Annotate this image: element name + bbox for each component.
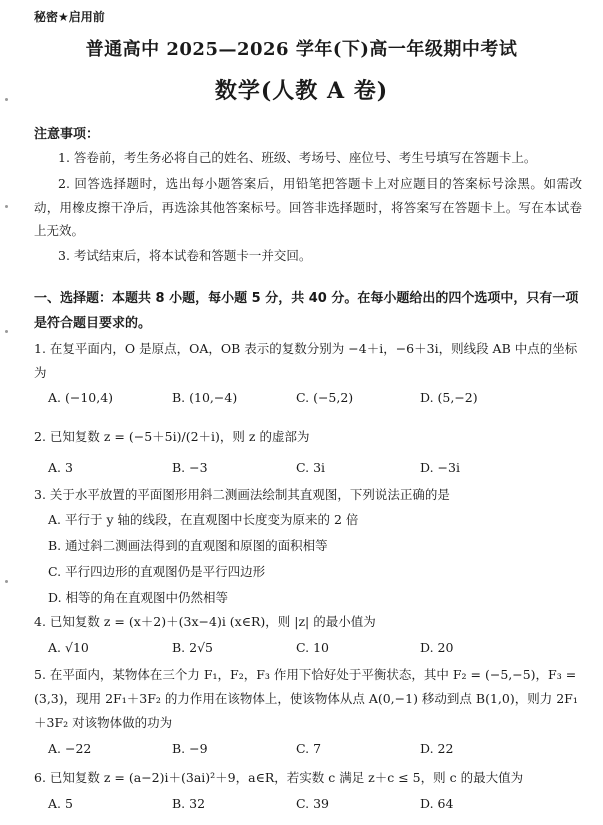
question-4	[34, 610, 586, 634]
question-5	[34, 663, 586, 735]
option-b: B. 通过斜二测画法得到的直观图和原图的面积相等	[48, 538, 328, 553]
option-c: C. 3i	[296, 460, 326, 475]
option-d: D. 22	[420, 741, 454, 756]
option-d: D. −3i	[420, 460, 460, 475]
option-b: B. −3	[172, 460, 208, 475]
exam-title: 普通高中 2025—2026 学年(下)高一年级期中考试	[85, 39, 518, 60]
margin-mark	[5, 98, 8, 101]
question-1-options	[48, 390, 568, 412]
option-a: A. √10	[48, 640, 89, 655]
option-b: B. (10,−4)	[172, 390, 238, 405]
option-b: B. 2√5	[172, 640, 214, 655]
margin-mark	[5, 330, 8, 333]
option-d: D. 相等的角在直观图中仍然相等	[48, 590, 229, 605]
option-a: A. 平行于 y 轴的线段，在直观图中长度变为原来的 2 倍	[48, 512, 359, 527]
question-5-options	[48, 741, 568, 763]
option-d: D. 64	[420, 796, 454, 811]
section-heading: 一、选择题：本题共 8 小题，每小题 5 分，共 40 分。在每小题给出的四个选项中，只有一项是符合题目要求的。	[34, 291, 579, 331]
question-4-options	[48, 640, 568, 662]
margin-mark	[5, 580, 8, 583]
question-3	[34, 483, 586, 507]
question-stem: 4. 已知复数 z = (x＋2)＋(3x−4)i (x∈R)，则 |z| 的最小值为	[34, 614, 376, 629]
option-b: B. −9	[172, 741, 208, 756]
question-stem: 2. 已知复数 z = (−5＋5i)/(2＋i)，则 z 的虚部为	[34, 429, 310, 444]
option-d: D. 20	[420, 640, 454, 655]
option-c: C. 7	[296, 741, 322, 756]
margin-mark	[5, 205, 8, 208]
option-a: A. 3	[48, 460, 73, 475]
question-2	[34, 425, 586, 449]
question-stem: 1. 在复平面内，O 是原点，OA，OB 表示的复数分别为 −4＋i，−6＋3i，则线段 AB 中点的坐标为	[34, 341, 578, 380]
notice-item-1: 1. 答卷前，考生务必将自己的姓名、班级、考场号、座位号、考生号填写在答题卡上。	[58, 150, 537, 165]
question-6	[34, 766, 586, 790]
question-stem: 6. 已知复数 z = (a−2)i＋(3ai)²＋9，a∈R，若实数 c 满足 z＋c ≤ 5，则 c 的最大值为	[34, 770, 524, 785]
option-a: A. 5	[48, 796, 73, 811]
question-2-options	[48, 460, 568, 482]
option-c: C. 平行四边形的直观图仍是平行四边形	[48, 564, 266, 579]
option-d: D. (5,−2)	[420, 390, 478, 405]
option-a: A. (−10,4)	[48, 390, 114, 405]
notice-item-3: 3. 考试结束后，将本试卷和答题卡一并交回。	[58, 248, 312, 263]
notice-heading: 注意事项：	[34, 127, 100, 142]
subject-title: 数学(人教 A 卷)	[214, 78, 389, 104]
question-1	[34, 337, 586, 385]
option-c: C. 10	[296, 640, 329, 655]
question-stem: 3. 关于水平放置的平面图形用斜二测画法绘制其直观图，下列说法正确的是	[34, 487, 450, 502]
option-a: A. −22	[48, 741, 92, 756]
option-b: B. 32	[172, 796, 206, 811]
notice-item-2: 2. 回答选择题时，选出每小题答案后，用铅笔把答题卡上对应题目的答案标号涂黑。如需改动，用橡皮擦干净后，再选涂其他答案标号。回答非选择题时，将答案写在答题卡上。写在本试卷上无效。	[34, 176, 582, 238]
question-stem: 5. 在平面内，某物体在三个力 F₁，F₂，F₃ 作用下恰好处于平衡状态，其中 F₂ = (−5,−5)，F₃ = (3,3)，现用 2F₁＋3F₂ 的力作用在该物体上，使该物体从点 A(0,−1) 移动到点 B(1,0)，则力 2F₁＋3F₂ 对该物体做的功为	[34, 667, 578, 730]
confidential-label: 秘密★启用前	[34, 10, 105, 24]
question-6-options	[48, 796, 568, 818]
option-c: C. 39	[296, 796, 329, 811]
option-c: C. (−5,2)	[296, 390, 354, 405]
